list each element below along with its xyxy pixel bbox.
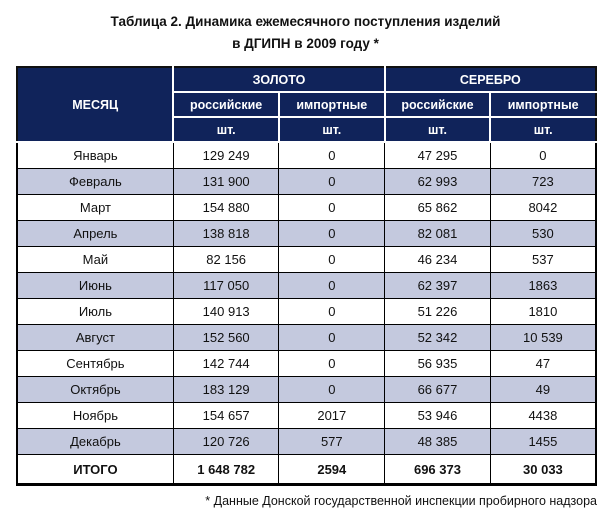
table-row xyxy=(17,195,596,221)
header-row-groups xyxy=(17,67,596,92)
header-unit: шт. xyxy=(279,117,385,142)
value-cell: 82 081 xyxy=(385,221,491,247)
value-cell: 1 648 782 xyxy=(173,455,279,485)
table-title-line1: Таблица 2. Динамика ежемесячного поступления изделий xyxy=(110,14,501,29)
value-cell: 56 935 xyxy=(385,351,491,377)
value-cell: 0 xyxy=(279,325,385,351)
month-cell: Февраль xyxy=(17,169,173,195)
table-row xyxy=(17,351,596,377)
value-cell: 723 xyxy=(490,169,596,195)
value-cell: 131 900 xyxy=(173,169,279,195)
value-cell: 65 862 xyxy=(385,195,491,221)
value-cell: 183 129 xyxy=(173,377,279,403)
value-cell: 117 050 xyxy=(173,273,279,299)
month-cell: Июнь xyxy=(17,273,173,299)
month-cell: Декабрь xyxy=(17,429,173,455)
month-cell: Январь xyxy=(17,142,173,169)
value-cell: 140 913 xyxy=(173,299,279,325)
value-cell: 30 033 xyxy=(490,455,596,485)
table-body xyxy=(17,142,596,485)
value-cell: 0 xyxy=(490,142,596,169)
month-cell: Ноябрь xyxy=(17,403,173,429)
month-cell: Сентябрь xyxy=(17,351,173,377)
value-cell: 0 xyxy=(279,247,385,273)
month-cell: Октябрь xyxy=(17,377,173,403)
month-cell: Август xyxy=(17,325,173,351)
footnote: * Данные Донской государственной инспекции пробирного надзора xyxy=(205,494,597,508)
value-cell: 138 818 xyxy=(173,221,279,247)
header-unit: шт. xyxy=(490,117,596,142)
header-silver: СЕРЕБРО xyxy=(385,67,596,92)
table-row xyxy=(17,221,596,247)
table-row xyxy=(17,325,596,351)
value-cell: 1810 xyxy=(490,299,596,325)
table-row xyxy=(17,142,596,169)
month-cell: Март xyxy=(17,195,173,221)
value-cell: 1455 xyxy=(490,429,596,455)
header-gold: ЗОЛОТО xyxy=(173,67,384,92)
value-cell: 48 385 xyxy=(385,429,491,455)
value-cell: 0 xyxy=(279,299,385,325)
value-cell: 47 xyxy=(490,351,596,377)
value-cell: 2594 xyxy=(279,455,385,485)
table-row xyxy=(17,247,596,273)
table-row xyxy=(17,377,596,403)
header-month: МЕСЯЦ xyxy=(17,67,173,142)
value-cell: 47 295 xyxy=(385,142,491,169)
value-cell: 154 657 xyxy=(173,403,279,429)
table-row xyxy=(17,429,596,455)
value-cell: 152 560 xyxy=(173,325,279,351)
value-cell: 82 156 xyxy=(173,247,279,273)
value-cell: 0 xyxy=(279,273,385,299)
value-cell: 696 373 xyxy=(385,455,491,485)
total-label-cell: ИТОГО xyxy=(17,455,173,485)
value-cell: 8042 xyxy=(490,195,596,221)
value-cell: 142 744 xyxy=(173,351,279,377)
value-cell: 120 726 xyxy=(173,429,279,455)
value-cell: 0 xyxy=(279,221,385,247)
value-cell: 0 xyxy=(279,142,385,169)
value-cell: 129 249 xyxy=(173,142,279,169)
month-cell: Июль xyxy=(17,299,173,325)
monthly-receipts-table xyxy=(16,66,597,486)
value-cell: 51 226 xyxy=(385,299,491,325)
table-row xyxy=(17,169,596,195)
table-row xyxy=(17,273,596,299)
value-cell: 530 xyxy=(490,221,596,247)
table-header xyxy=(17,67,596,142)
value-cell: 10 539 xyxy=(490,325,596,351)
header-gold-domestic: российские xyxy=(173,92,279,117)
month-cell: Апрель xyxy=(17,221,173,247)
header-silver-domestic: российские xyxy=(385,92,491,117)
header-unit: шт. xyxy=(173,117,279,142)
value-cell: 52 342 xyxy=(385,325,491,351)
value-cell: 0 xyxy=(279,195,385,221)
total-row xyxy=(17,455,596,485)
value-cell: 1863 xyxy=(490,273,596,299)
header-silver-imported: импортные xyxy=(490,92,596,117)
value-cell: 0 xyxy=(279,377,385,403)
table-row xyxy=(17,403,596,429)
table-title xyxy=(0,0,611,54)
value-cell: 66 677 xyxy=(385,377,491,403)
header-gold-imported: импортные xyxy=(279,92,385,117)
value-cell: 0 xyxy=(279,351,385,377)
month-cell: Май xyxy=(17,247,173,273)
value-cell: 2017 xyxy=(279,403,385,429)
table-row xyxy=(17,299,596,325)
header-unit: шт. xyxy=(385,117,491,142)
value-cell: 62 397 xyxy=(385,273,491,299)
value-cell: 0 xyxy=(279,169,385,195)
value-cell: 4438 xyxy=(490,403,596,429)
value-cell: 62 993 xyxy=(385,169,491,195)
table-title-line2: в ДГИПН в 2009 году * xyxy=(232,35,379,51)
value-cell: 53 946 xyxy=(385,403,491,429)
value-cell: 49 xyxy=(490,377,596,403)
value-cell: 154 880 xyxy=(173,195,279,221)
value-cell: 537 xyxy=(490,247,596,273)
value-cell: 46 234 xyxy=(385,247,491,273)
value-cell: 577 xyxy=(279,429,385,455)
